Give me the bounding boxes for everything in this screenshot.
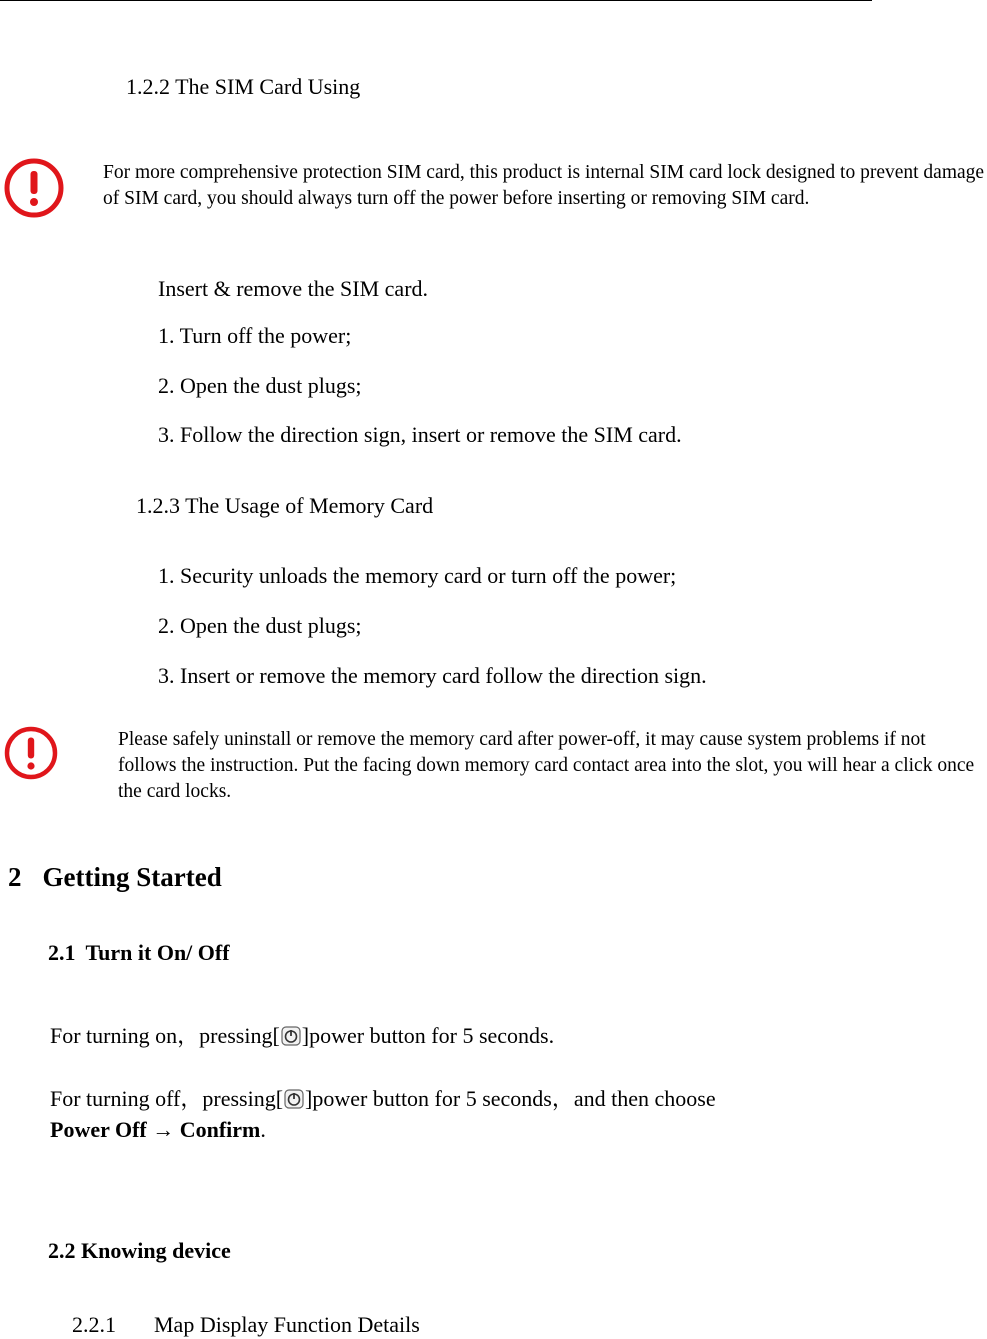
chapter-number: 2 [8,862,22,892]
chapter-heading [8,862,222,893]
sim-steps-title: Insert & remove the SIM card. [158,276,429,301]
top-rule [0,0,872,1]
note-sim-protection: For more comprehensive protection SIM card, this product is internal SIM card lock designed to prevent damage of SIM card, you should always turn off the power before inserting or removing SIM card. [103,162,985,209]
confirm-label: Confirm [179,1117,261,1142]
subsection-number: 2.2.1 [72,1312,116,1337]
subsection-title: Map Display Function Details [154,1312,420,1337]
power-icon [284,1089,304,1109]
memory-step: 3. Insert or remove the memory card follow the direction sign. [158,663,707,688]
turn-on-text-before: For turning on，pressing[ [50,1023,280,1048]
warning-icon [3,157,65,219]
turn-off-text-after: ]power button for 5 seconds，and then choose [305,1086,716,1111]
chapter-title: Getting Started [42,862,222,892]
power-off-confirm-line [50,1117,266,1143]
note-memory-card: Please safely uninstall or remove the memory card after power-off, it may cause system problems if not follows the instruction. Put the facing down memory card contact area into the slot, you will hear a click once the card locks. [118,729,975,802]
section-heading-2-1 [48,940,230,966]
turn-on-text-after: ]power button for 5 seconds. [301,1023,555,1048]
power-icon [281,1026,301,1046]
sim-step: 3. Follow the direction sign, insert or remove the SIM card. [158,422,682,447]
turn-on-instruction [50,1019,554,1050]
sim-step: 2. Open the dust plugs; [158,373,362,398]
section-number: 2.1 [48,940,76,965]
section-heading-2-2: 2.2 Knowing device [48,1238,231,1263]
warning-icon [3,725,59,781]
section-heading-1-2-2: 1.2.2 The SIM Card Using [126,74,361,99]
power-off-label: Power Off [50,1117,147,1142]
memory-step: 2. Open the dust plugs; [158,613,362,638]
turn-off-text-before: For turning off，pressing[ [50,1086,284,1111]
period: . [260,1117,266,1142]
section-title: Turn it On/ Off [85,940,230,965]
sim-step: 1. Turn off the power; [158,323,352,348]
section-heading-1-2-3: 1.2.3 The Usage of Memory Card [136,493,434,518]
turn-off-instruction [50,1082,716,1113]
memory-step: 1. Security unloads the memory card or turn off the power; [158,563,677,588]
arrow-icon: → [152,1117,175,1142]
section-heading-2-2-1 [72,1312,420,1338]
